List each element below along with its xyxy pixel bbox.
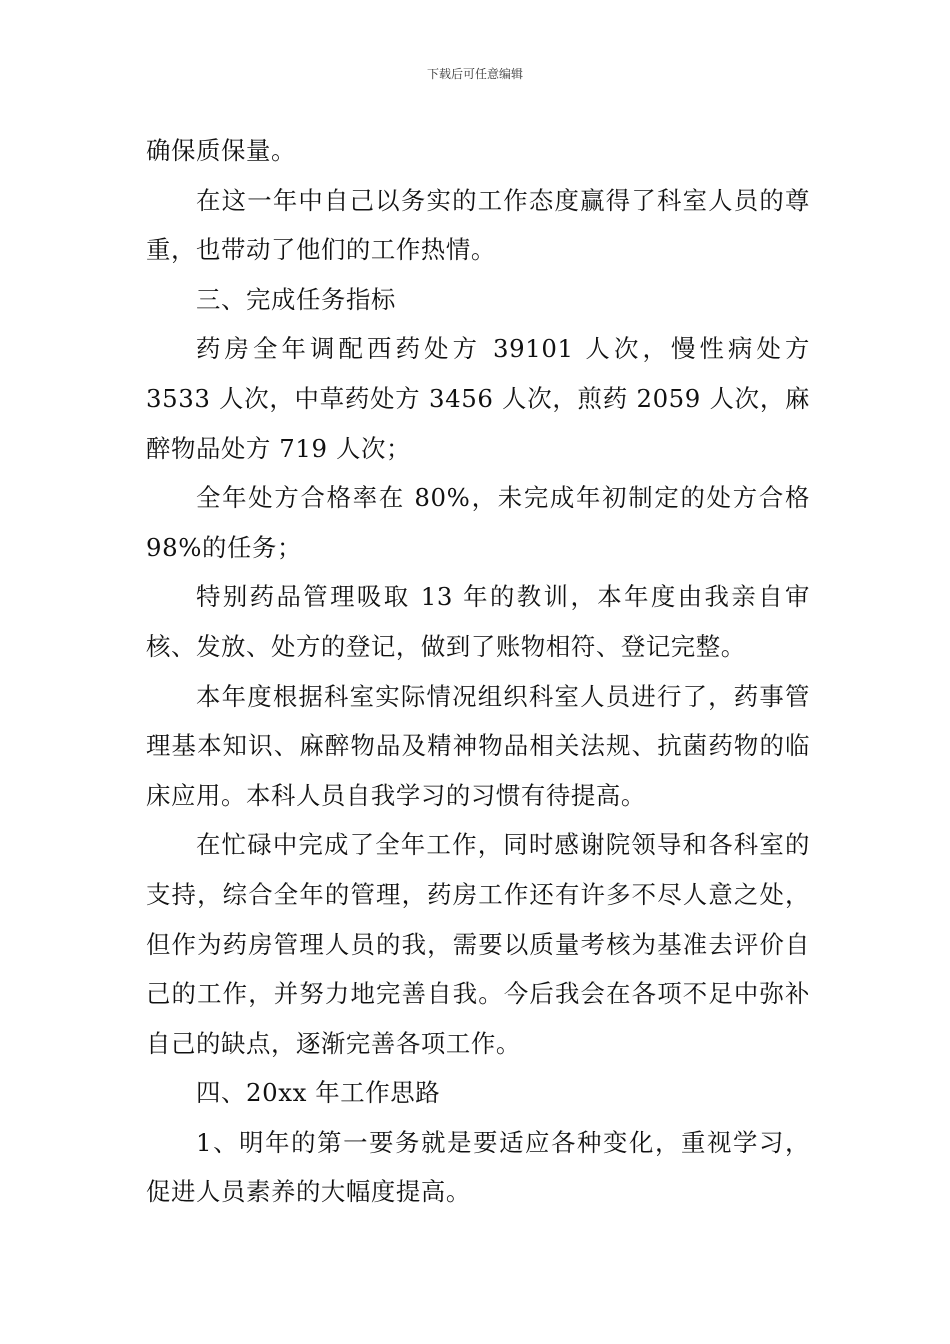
paragraph-special-drug-management: 特别药品管理吸取 13 年的教训，本年度由我亲自审核、发放、处方的登记，做到了账物相符、登记完整。 — [146, 582, 810, 661]
paragraph-first-priority: 1、明年的第一要务就是要适应各种变化，重视学习，促进人员素养的大幅度提高。 — [146, 1127, 810, 1207]
paragraph-prescription-counts: 药房全年调配西药处方 39101 人次，慢性病处方 3533 人次，中草药处方 3456 人次，煎药 2059 人次，麻醉物品处方 719 人次； — [146, 334, 810, 463]
paragraph-pass-rate: 全年处方合格率在 80%，未完成年初制定的处方合格 98%的任务； — [146, 483, 810, 562]
page-header: 下载后可任意编辑 — [426, 67, 523, 81]
section-heading-task-indicators: 三、完成任务指标 — [196, 284, 396, 314]
document-body — [146, 126, 810, 1217]
paragraph-staff-training: 本年度根据科室实际情况组织科室人员进行了，药事管理基本知识、麻醉物品及精神物品相关法规、抗菌药物的临床应用。本科人员自我学习的习惯有待提高。 — [146, 681, 810, 810]
paragraph-ensure-quality: 确保质保量。 — [146, 136, 296, 165]
section-heading-work-plan: 四、20xx 年工作思路 — [196, 1078, 441, 1108]
paragraph-year-summary: 在忙碌中完成了全年工作，同时感谢院领导和各科室的支持，综合全年的管理，药房工作还有许多不尽人意之处，但作为药房管理人员的我，需要以质量考核为基准去评价自己的工作，并努力地完善自我。今后我会在各项不足中弥补自己的缺点，逐渐完善各项工作。 — [146, 830, 810, 1058]
paragraph-work-attitude: 在这一年中自己以务实的工作态度赢得了科室人员的尊重，也带动了他们的工作热情。 — [146, 185, 810, 265]
